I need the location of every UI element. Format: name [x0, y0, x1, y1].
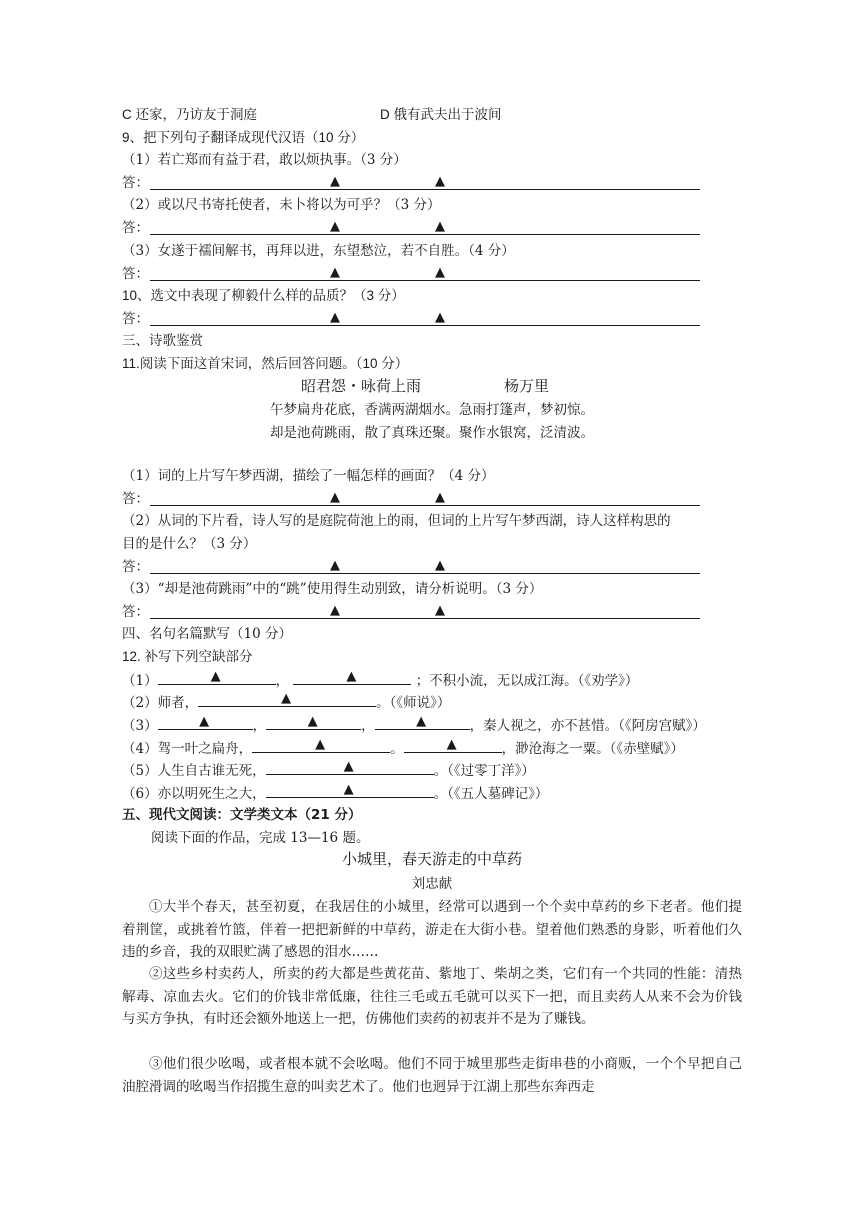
q12-num: （3） — [122, 718, 158, 734]
answer-line-q9-3[interactable] — [122, 265, 700, 285]
option-d: D 俄有武夫出于波间 — [380, 107, 502, 122]
answer-label: 答： — [122, 266, 149, 282]
q9-item-2: （2）或以尺书寄托使者，未卜将以为可乎？（3 分） — [122, 197, 441, 213]
answer-label: 答： — [122, 220, 149, 236]
q12-line-2-head: （2）师者， — [122, 695, 199, 711]
article-paragraph-2: ②这些乡村卖药人，所卖的药大都是些黄花苗、紫地丁、柴胡之类，它们有一个共同的性能：清热解毒、凉血去火。它们的价钱非常低廉，往往三毛或五毛就可以买下一把，而且卖药人从来不会为价钱与买方争执，有时还会额外地送上一把，仿佛他们卖药的初衷并不是为了赚钱。 — [122, 966, 742, 1027]
answer-rule — [150, 573, 700, 574]
answer-rule — [150, 189, 700, 190]
q9-item-3: （3）女遂于襦间解书，再拜以进，东望愁泣，若不自胜。（4 分） — [122, 243, 515, 259]
q11-title: 11.阅读下面这首宋词，然后回答问题。（10 分） — [122, 356, 409, 371]
q9-title: 9、把下列句子翻译成现代汉语（10 分） — [122, 130, 365, 145]
q12-line-2-tail: 。（《师说》） — [376, 695, 451, 711]
answer-label: 答： — [122, 311, 149, 327]
answer-label: 答： — [122, 604, 149, 620]
option-c: C 还家，乃访友于洞庭 — [122, 107, 257, 122]
triangle-icon: ▲ — [435, 219, 445, 234]
comma: ， — [275, 673, 290, 689]
answer-line-q11-3[interactable] — [122, 603, 700, 623]
triangle-icon: ▲ — [343, 782, 354, 797]
triangle-icon: ▲ — [330, 219, 340, 234]
comma: ， — [361, 718, 375, 734]
blank-field[interactable] — [266, 783, 434, 798]
q12-line-4-tail: ，渺沧海之一粟。（《赤壁赋》） — [501, 741, 684, 757]
q11-sub-1: （1）词的上片写午梦西湖，描绘了一幅怎样的画面？（4 分） — [122, 468, 495, 484]
q12-line-4 — [122, 738, 684, 758]
q12-line-3-tail: ，秦人视之，亦不甚惜。（《阿房宫赋》） — [469, 718, 706, 734]
q12-title: 12. 补写下列空缺部分 — [122, 649, 253, 664]
triangle-icon: ▲ — [330, 174, 340, 189]
q12-line-1-tail: ；不积小流，无以成江海。（《劝学》） — [415, 673, 639, 689]
blank-field[interactable] — [198, 692, 376, 707]
triangle-icon: ▲ — [435, 310, 445, 325]
answer-rule — [150, 505, 700, 506]
q12-line-5-tail: 。（《过零丁洋》） — [433, 763, 535, 779]
triangle-icon: ▲ — [416, 714, 427, 729]
answer-rule — [150, 325, 700, 326]
blank-field[interactable] — [375, 715, 470, 730]
poem-line-2: 却是池荷跳雨，散了真珠还聚。聚作水银窝，泛清波。 — [270, 425, 594, 441]
blank-field[interactable] — [158, 715, 253, 730]
triangle-icon: ▲ — [435, 265, 445, 280]
triangle-icon: ▲ — [435, 558, 445, 573]
article-paragraph-1: ①大半个春天，甚至初夏，在我居住的小城里，经常可以遇到一个个卖中草药的乡下老者。他们提着荆筐，或挑着竹篮，伴着一把把新鲜的中草药，游走在大街小巷。望着他们熟悉的身影，听着他们久违的乡音，我的双眼贮满了感恩的泪水…… — [122, 899, 742, 960]
answer-label: 答： — [122, 175, 149, 191]
answer-rule — [150, 234, 700, 235]
answer-rule — [150, 280, 700, 281]
q12-num: （1） — [122, 673, 158, 689]
blank-field[interactable] — [252, 738, 390, 753]
q11-sub-2b: 目的是什么？（3 分） — [122, 536, 257, 552]
q9-item-1: （1）若亡郑而有益于君，敢以烦执事。（3 分） — [122, 152, 407, 168]
answer-line-q9-1[interactable] — [122, 174, 700, 194]
poem-title: 昭君怨・咏荷上雨 — [301, 377, 422, 395]
blank-field[interactable] — [266, 760, 434, 775]
article-author: 刘忠献 — [411, 876, 453, 892]
triangle-icon: ▲ — [210, 669, 221, 684]
q12-line-4-mid: 。 — [390, 741, 404, 757]
section5-title: 五、现代文阅读：文学类文本（21 分） — [122, 807, 362, 823]
poem-line-1: 午梦扁舟花底，香满两湖烟水。急雨打篷声，梦初惊。 — [270, 402, 594, 418]
blank-field[interactable] — [293, 670, 411, 685]
q11-sub-3: （3）“却是池荷跳雨”中的“跳”使用得生动别致，请分析说明。（3 分） — [122, 581, 543, 597]
q12-line-6 — [122, 783, 548, 803]
answer-rule — [150, 618, 700, 619]
answer-line-q9-2[interactable] — [122, 219, 700, 239]
option-c-line — [122, 106, 257, 124]
q12-line-4-head: （4）驾一叶之扁舟， — [122, 741, 253, 757]
blank-field[interactable] — [158, 670, 276, 685]
q12-line-6-tail: 。（《五人墓碑记》） — [433, 786, 549, 802]
blank-field[interactable] — [266, 715, 361, 730]
answer-label: 答： — [122, 491, 149, 507]
triangle-icon: ▲ — [330, 558, 340, 573]
triangle-icon: ▲ — [346, 669, 357, 684]
triangle-icon: ▲ — [435, 603, 445, 618]
section4-title: 四、名句名篇默写（10 分） — [122, 626, 292, 642]
triangle-icon: ▲ — [435, 174, 445, 189]
section5-instruction: 阅读下面的作品，完成 13—16 题。 — [151, 830, 370, 846]
q12-line-6-head: （6）亦以明死生之大， — [122, 786, 266, 802]
triangle-icon: ▲ — [199, 714, 210, 729]
section3-title: 三、诗歌鉴赏 — [122, 333, 203, 349]
q12-line-3 — [122, 715, 706, 735]
triangle-icon: ▲ — [330, 310, 340, 325]
triangle-icon: ▲ — [330, 490, 340, 505]
triangle-icon: ▲ — [446, 737, 457, 752]
triangle-icon: ▲ — [307, 714, 318, 729]
triangle-icon: ▲ — [281, 691, 292, 706]
triangle-icon: ▲ — [315, 737, 326, 752]
triangle-icon: ▲ — [330, 603, 340, 618]
answer-label: 答： — [122, 559, 149, 575]
triangle-icon: ▲ — [343, 759, 354, 774]
q12-line-5-head: （5）人生自古谁无死， — [122, 763, 266, 779]
q12-line-5 — [122, 760, 535, 780]
comma: ， — [252, 718, 267, 734]
blank-field[interactable] — [404, 738, 502, 753]
poem-author: 杨万里 — [504, 377, 550, 395]
option-d-line — [380, 106, 502, 124]
answer-line-q11-1[interactable] — [122, 490, 700, 510]
triangle-icon: ▲ — [435, 490, 445, 505]
answer-line-q11-2[interactable] — [122, 558, 700, 578]
q12-line-2 — [122, 692, 450, 712]
q12-line-1 — [122, 670, 638, 690]
triangle-icon: ▲ — [330, 265, 340, 280]
article-paragraph-3: ③他们很少吆喝，或者根本就不会吆喝。他们不同于城里那些走街串巷的小商贩，一个个早把自己油腔滑调的吆喝当作招揽生意的叫卖艺术了。他们也迥异于江湖上那些东奔西走 — [122, 1056, 742, 1095]
q10-title: 10、选文中表现了柳毅什么样的品质？（3 分） — [122, 288, 405, 303]
answer-line-q10[interactable] — [122, 310, 700, 330]
article-title: 小城里，春天游走的中草药 — [341, 850, 522, 868]
q11-sub-2a: （2）从词的下片看，诗人写的是庭院荷池上的雨，但词的上片写午梦西湖，诗人这样构思的 — [122, 513, 671, 529]
